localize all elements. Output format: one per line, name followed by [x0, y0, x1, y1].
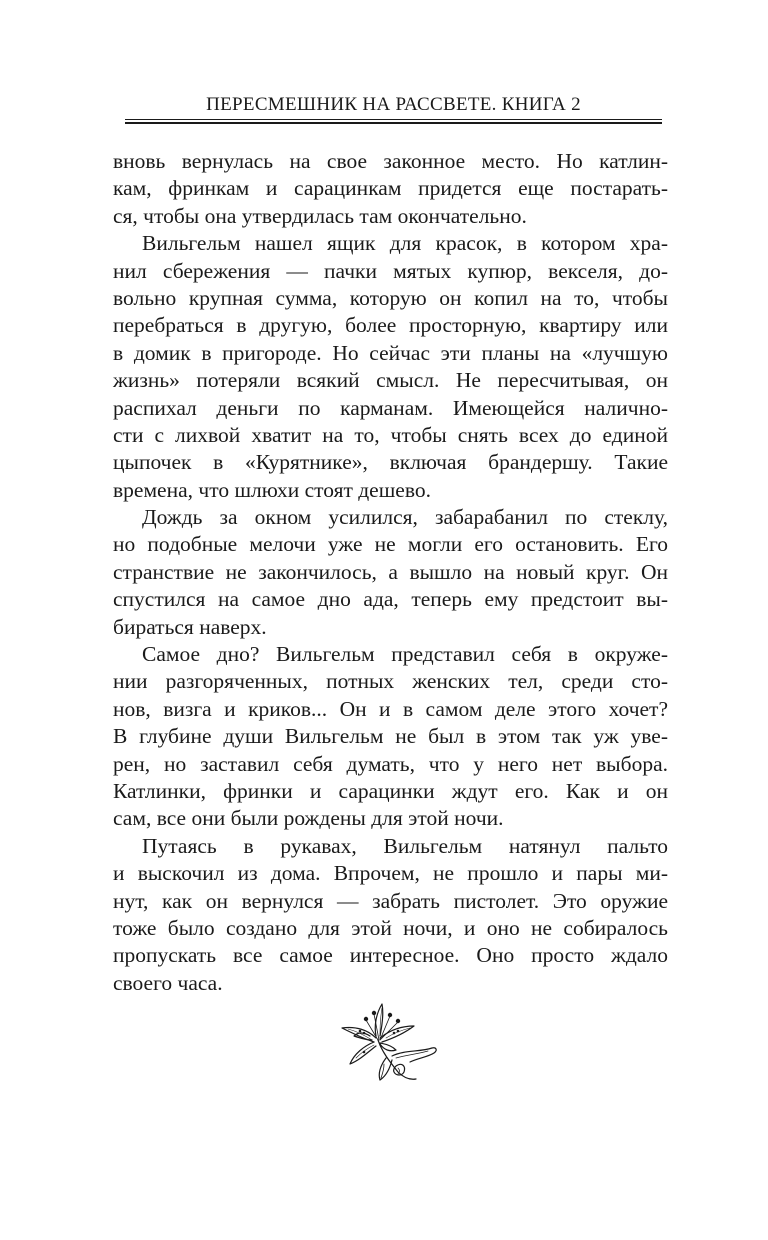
text-line: времена, что шлюхи стоят дешево. — [113, 477, 431, 502]
body-text — [113, 148, 668, 997]
header-rule-thin — [125, 119, 662, 120]
text-line: Путаясь в рукавах, Вильгельм натянул пальто — [142, 833, 668, 858]
text-line: распихал деньги по карманам. Имеющейся наличнo- — [113, 395, 668, 420]
text-line: странствие не закончилось, а вышло на новый круг. Он — [113, 559, 668, 584]
lily-flower-ornament-icon — [334, 1000, 442, 1082]
text-line: Вильгельм нашел ящик для красок, в котором хра- — [142, 231, 668, 256]
text-line: ся, чтобы она утвердилась там окончательно. — [113, 203, 527, 228]
text-line: нии разгоряченных, потных женских тел, среди сто- — [113, 669, 668, 694]
text-line: кам, фринкам и сарацинкам придется еще постарать- — [113, 176, 668, 201]
text-line: и выскочил из дома. Впрочем, не прошло и пары ми- — [113, 861, 668, 886]
text-line: Дождь за окном усилился, забарабанил по стеклу, — [142, 505, 668, 530]
running-head-title: ПЕРЕСМЕШНИК НА РАССВЕТЕ. КНИГА 2 — [206, 94, 581, 115]
text-line: Самое дно? Вильгельм представил себя в окруже- — [142, 642, 668, 667]
text-line: рен, но заставил себя думать, что у него нет выбора. — [113, 751, 668, 776]
text-line: спустился на самое дно ада, теперь ему предстоит вы- — [113, 587, 668, 612]
text-line: Катлинки, фринки и сарацинки ждут его. Как и он — [113, 778, 668, 803]
text-line: цыпочек в «Курятнике», включая брандершу. Такие — [113, 450, 668, 475]
header-rule-thick — [125, 122, 662, 124]
text-line: нов, визга и криков... Он и в самом деле этого хочет? — [113, 696, 668, 721]
text-line: нил сбережения — пачки мятых купюр, векселя, до- — [113, 258, 668, 283]
text-line: жизнь» потеряли всякий смысл. Не пересчитывая, он — [113, 368, 668, 393]
text-line: бираться наверх. — [113, 614, 267, 639]
text-line: тоже было создано для этой ночи, и оно не собиралось — [113, 915, 668, 940]
text-line: сам, все они были рождены для этой ночи. — [113, 806, 504, 831]
text-line: в домик в пригороде. Но сейчас эти планы на «лучшую — [113, 340, 668, 365]
text-line: вновь вернулась на свое законное место. Но катлин- — [113, 149, 668, 173]
text-line: но подобные мелочи уже не могли его остановить. Его — [113, 532, 668, 557]
text-line: В глубине души Вильгельм не был в этом так уж уве- — [113, 724, 668, 749]
text-line: своего часа. — [113, 970, 223, 995]
text-line: вольно крупная сумма, которую он копил на то, чтобы — [113, 285, 668, 310]
text-line: сти с лихвой хватит на то, чтобы снять всех до единой — [113, 422, 668, 447]
text-line: перебраться в другую, более просторную, квартиру или — [113, 313, 668, 338]
text-line: нут, как он вернулся — забрать пистолет. Это оружие — [113, 888, 668, 913]
text-line: пропускать все самое интересное. Оно просто ждало — [113, 943, 668, 968]
